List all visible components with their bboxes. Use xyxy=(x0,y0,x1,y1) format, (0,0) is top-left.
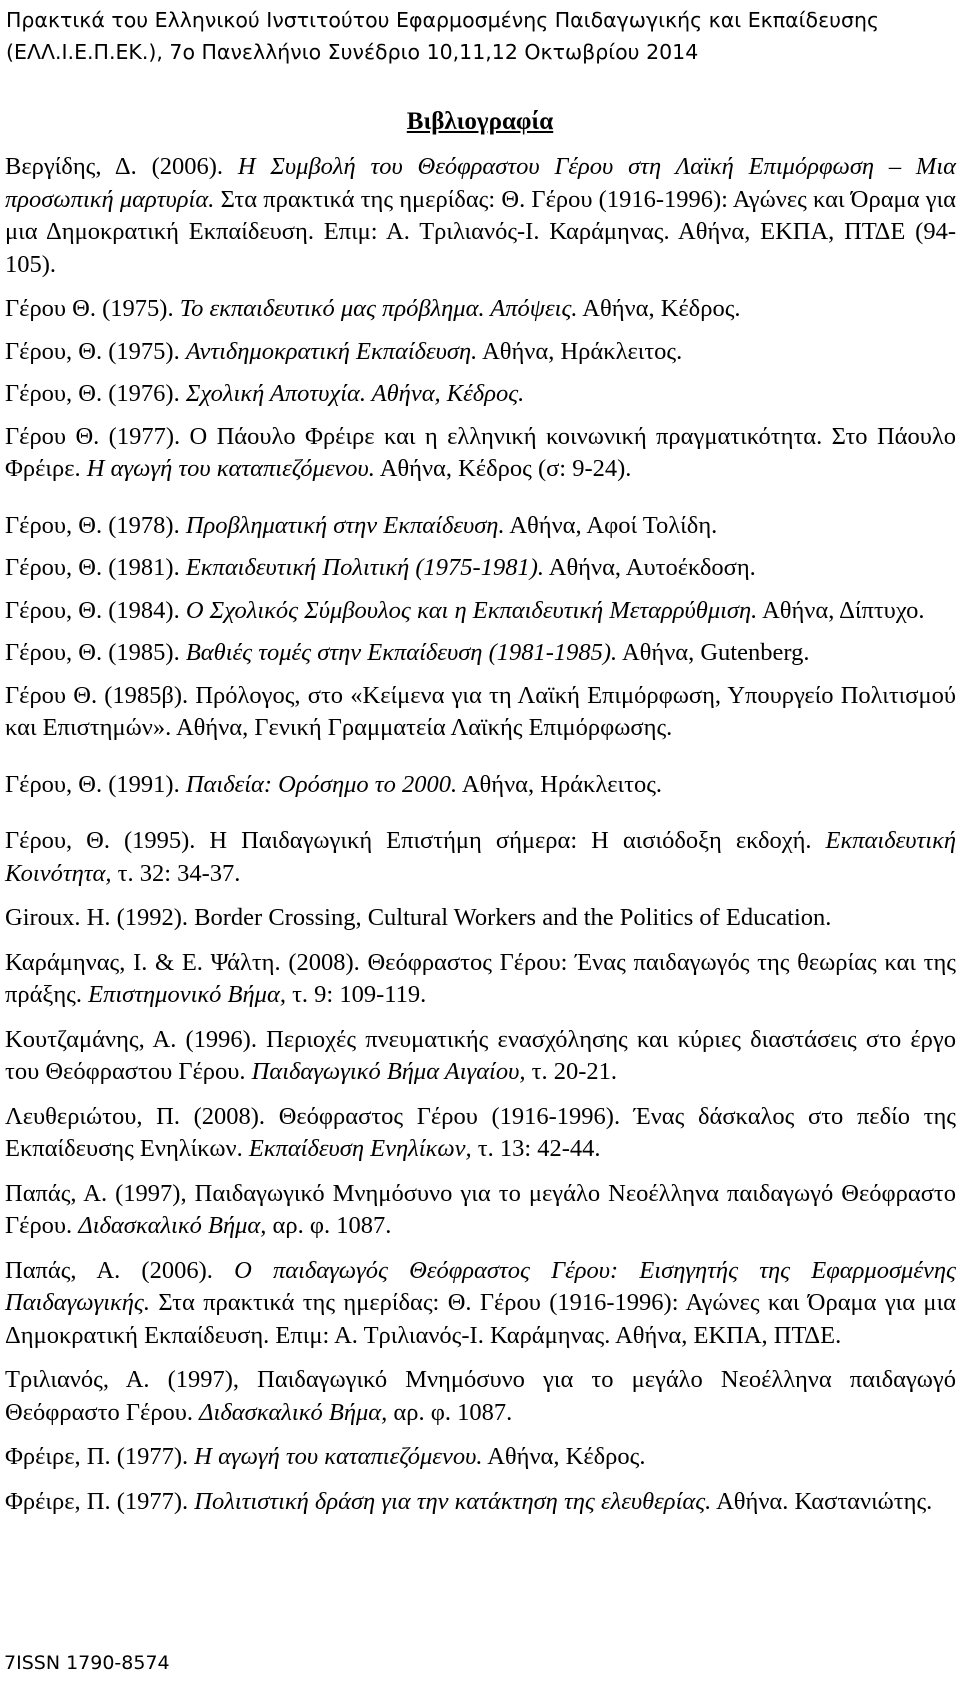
reference-list xyxy=(5,151,956,1530)
reference-item: Λευθεριώτου, Π. (2008). Θεόφραστος Γέρου (1916-1996). Ένας δάσκαλος στο πεδίο της Εκπαίδευσης Ενηλίκων. Εκπαίδευση Ενηλίκων, τ. 13: 42-44. xyxy=(5,1102,956,1162)
reference-item: Γέρου, Θ. (1985). Βαθιές τομές στην Εκπαίδευση (1981-1985). Αθήνα, Gutenberg. xyxy=(5,639,810,666)
page-footer-issn: 7ISSN 1790-8574 xyxy=(4,1652,170,1674)
reference-item: Φρέιρε, Π. (1977). Η αγωγή του καταπιεζόμενου. Αθήνα, Κέδρος. xyxy=(5,1443,646,1470)
reference-item: Γέρου, Θ. (1984). Ο Σχολικός Σύμβουλος και η Εκπαιδευτική Μεταρρύθμιση. Αθήνα, Δίπτυχο. xyxy=(5,596,925,624)
page-header xyxy=(6,4,954,68)
reference-item: Γέρου, Θ. (1995). Η Παιδαγωγική Επιστήμη σήμερα: Η αισιόδοξη εκδοχή. Εκπαιδευτική Κοινότητα, τ. 32: 34-37. xyxy=(5,827,956,887)
reference-item: Γέρου, Θ. (1975). Αντιδημοκρατική Εκπαίδευση. Αθήνα, Ηράκλειτος. xyxy=(5,337,683,365)
reference-item: Γέρου Θ. (1977). Ο Πάουλο Φρέιρε και η ελληνική κοινωνική πραγματικότητα. Στο Πάουλο Φρέιρε. Η αγωγή του καταπιεζόμενου. Αθήνα, Κέδρος (σ: 9-24). xyxy=(5,422,956,482)
reference-item: Τριλιανός, Α. (1997), Παιδαγωγικό Μνημόσυνο για το μεγάλο Νεοέλληνα παιδαγωγό Θεόφραστο Γέρου. Διδασκαλικό Βήμα, αρ. φ. 1087. xyxy=(5,1366,956,1426)
reference-item: Γέρου, Θ. (1976). Σχολική Αποτυχία. Αθήνα, Κέδρος. xyxy=(5,380,525,407)
reference-item: Γέρου, Θ. (1978). Προβληματική στην Εκπαίδευση. Αθήνα, Αφοί Τολίδη. xyxy=(5,511,718,539)
reference-item: Βεργίδης, Δ. (2006). Η Συμβολή του Θεόφραστου Γέρου στη Λαϊκή Επιμόρφωση – Μια προσωπική μαρτυρία. Στα πρακτικά της ημερίδας: Θ. Γέρου (1916-1996): Αγώνες και Όραμα για μια Δημοκρατική Εκπαίδευση. Επιμ: Α. Τριλιανός-Ι. Καράμηνας. Αθήνα, ΕΚΠΑ, ΠΤΔΕ (94-105). xyxy=(5,153,957,278)
reference-item: Γέρου Θ. (1985β). Πρόλογος, στο «Κείμενα για τη Λαϊκή Επιμόρφωση, Υπουργείο Πολιτισμού και Επιστημών». Αθήνα, Γενική Γραμματεία Λαϊκής Επιμόρφωσης. xyxy=(5,681,956,741)
header-line-2: (ΕΛΛ.Ι.Ε.Π.ΕΚ.), 7ο Πανελλήνιο Συνέδριο 10,11,12 Οκτωβρίου 2014 xyxy=(6,40,699,64)
reference-item: Γέρου, Θ. (1991). Παιδεία: Ορόσημο το 2000. Αθήνα, Ηράκλειτος. xyxy=(5,770,663,798)
section-title: Βιβλιογραφία xyxy=(406,108,554,135)
reference-item: Γέρου, Θ. (1981). Εκπαιδευτική Πολιτική (1975-1981). Αθήνα, Αυτοέκδοση. xyxy=(5,554,756,581)
reference-item: Γέρου Θ. (1975). Το εκπαιδευτικό μας πρόβλημα. Απόψεις. Αθήνα, Κέδρος. xyxy=(5,295,741,322)
reference-item: Giroux. H. (1992). Border Crossing, Cultural Workers and the Politics of Education. xyxy=(5,904,832,931)
reference-item: Παπάς, Α. (2006). Ο παιδαγωγός Θεόφραστος Γέρου: Εισηγητής της Εφαρμοσμένης Παιδαγωγικής. Στα πρακτικά της ημερίδας: Θ. Γέρου (1916-1996): Αγώνες και Όραμα για μια Δημοκρατική Εκπαίδευση. Επιμ: Α. Τριλιανός-Ι. Καράμηνας. Αθήνα, ΕΚΠΑ, ΠΤΔΕ. xyxy=(5,1256,956,1349)
reference-item: Παπάς, Α. (1997), Παιδαγωγικό Μνημόσυνο για το μεγάλο Νεοέλληνα παιδαγωγό Θεόφραστο Γέρου. Διδασκαλικό Βήμα, αρ. φ. 1087. xyxy=(5,1179,956,1239)
reference-item: Κουτζαμάνης, Α. (1996). Περιοχές πνευματικής ενασχόλησης και κύριες διαστάσεις στο έργο του Θεόφραστου Γέρου. Παιδαγωγικό Βήμα Αιγαίου, τ. 20-21. xyxy=(5,1025,956,1085)
header-line-1: Πρακτικά του Ελληνικού Ινστιτούτου Εφαρμοσμένης Παιδαγωγικής και Εκπαίδευσης xyxy=(6,8,880,32)
reference-item: Φρέιρε, Π. (1977). Πολιτιστική δράση για την κατάκτηση της ελευθερίας. Αθήνα. Καστανιώτης. xyxy=(5,1487,933,1515)
reference-item: Καράμηνας, Ι. & Ε. Ψάλτη. (2008). Θεόφραστος Γέρου: Ένας παιδαγωγός της θεωρίας και της πράξης. Επιστημονικό Βήμα, τ. 9: 109-119. xyxy=(5,948,956,1008)
